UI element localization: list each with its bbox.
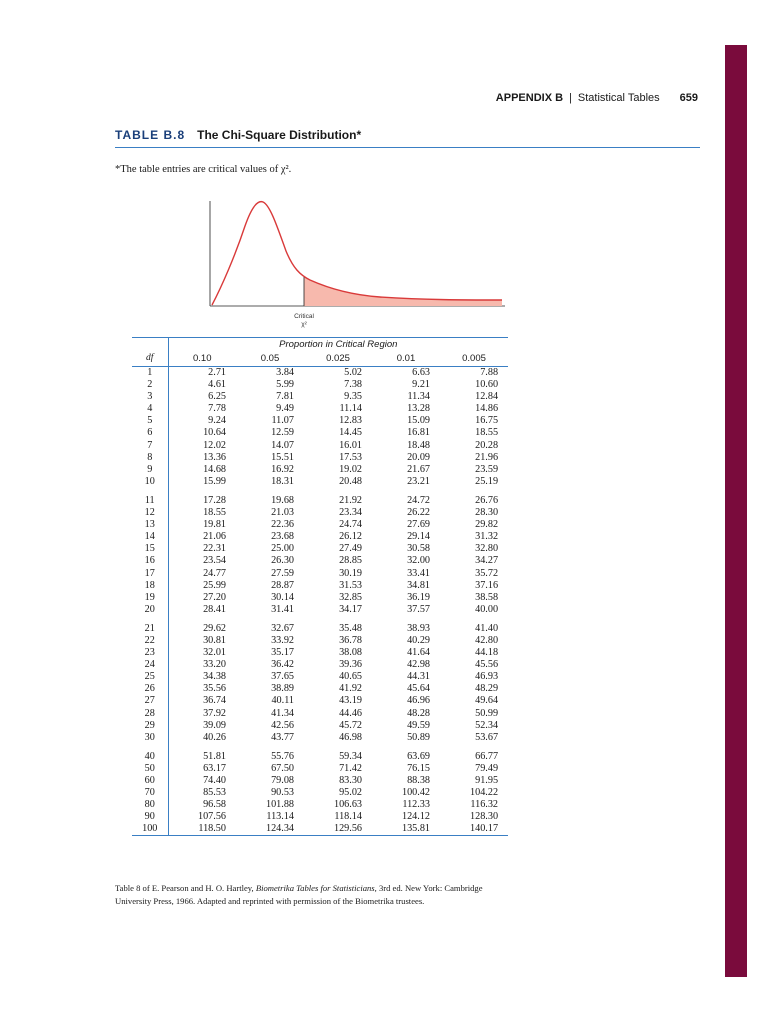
value-cell: 14.68 [203, 463, 226, 475]
value-cell: 16.81 [407, 427, 430, 439]
value-cell: 32.67 [271, 622, 294, 634]
table-row [132, 775, 508, 787]
value-cell: 5.99 [276, 379, 294, 391]
value-cell: 30.14 [271, 591, 294, 603]
value-cell: 55.76 [271, 750, 294, 762]
value-cell: 140.17 [440, 823, 508, 836]
value-cell: 45.56 [475, 659, 499, 671]
value-cell: 2.71 [208, 367, 226, 378]
table-row [132, 580, 508, 592]
df-cell: 23 [132, 647, 168, 659]
value-cell: 43.77 [271, 731, 294, 743]
chi-square-curve-figure [200, 196, 510, 311]
page-number: 659 [679, 92, 698, 104]
value-cell: 17.53 [339, 451, 362, 463]
table-row [132, 367, 508, 380]
table-row [132, 708, 508, 720]
value-cell: 24.74 [339, 519, 362, 531]
value-cell: 44.18 [475, 647, 499, 659]
table-row [132, 683, 508, 695]
value-cell: 101.88 [265, 799, 294, 811]
value-cell: 116.32 [470, 799, 499, 811]
value-cell: 23.21 [407, 475, 430, 487]
value-cell: 49.64 [475, 695, 499, 707]
df-cell: 1 [132, 367, 168, 380]
column-header: 0.10 [168, 350, 236, 367]
value-cell: 9.21 [412, 379, 430, 391]
table-row [132, 391, 508, 403]
source-suffix: , 3rd ed. New York: Cambridge University Press, 1966. Adapted and reprinted with permission of the Biometrika trustees. [115, 883, 483, 906]
appendix-label: APPENDIX B [495, 92, 564, 104]
value-cell: 25.99 [203, 579, 226, 591]
value-cell: 113.14 [266, 811, 294, 823]
df-cell: 25 [132, 671, 168, 683]
value-cell: 67.50 [271, 762, 294, 774]
value-cell: 35.48 [339, 622, 362, 634]
table-row [132, 811, 508, 823]
df-cell: 27 [132, 695, 168, 707]
value-cell: 12.83 [339, 415, 362, 427]
value-cell: 38.08 [339, 647, 362, 659]
value-cell: 16.75 [475, 415, 499, 427]
value-cell: 29.14 [407, 531, 430, 543]
value-cell: 46.93 [475, 671, 499, 683]
df-cell: 3 [132, 391, 168, 403]
table-row [132, 519, 508, 531]
value-cell: 29.62 [203, 622, 226, 634]
value-cell: 29.82 [475, 519, 499, 531]
value-cell: 30.81 [203, 634, 226, 646]
value-cell: 11.14 [339, 403, 362, 415]
source-prefix: Table 8 of E. Pearson and H. O. Hartley, [115, 883, 256, 893]
value-cell: 14.07 [271, 439, 294, 451]
page-edge-color-bar [725, 45, 747, 977]
value-cell: 36.74 [203, 695, 226, 707]
value-cell: 128.30 [470, 811, 499, 823]
proportion-header: Proportion in Critical Region [168, 338, 508, 351]
table-row [132, 531, 508, 543]
value-cell: 43.19 [339, 695, 362, 707]
value-cell: 27.20 [203, 591, 226, 603]
value-cell: 42.98 [407, 659, 430, 671]
value-cell: 74.40 [203, 775, 226, 786]
value-cell: 42.80 [475, 634, 499, 646]
df-cell: 5 [132, 415, 168, 427]
value-cell: 21.06 [203, 531, 226, 543]
value-cell: 23.68 [271, 531, 294, 543]
value-cell: 48.29 [475, 683, 499, 695]
df-cell: 16 [132, 555, 168, 567]
df-cell: 4 [132, 403, 168, 415]
table-row [132, 415, 508, 427]
title-rule [115, 147, 700, 148]
df-cell: 13 [132, 519, 168, 531]
source-note [115, 882, 515, 907]
value-cell: 44.31 [407, 671, 430, 683]
value-cell: 33.41 [407, 567, 430, 579]
value-cell: 129.56 [304, 823, 372, 836]
table-row [132, 592, 508, 604]
group-spacer [132, 488, 508, 495]
value-cell: 27.59 [271, 567, 294, 579]
value-cell: 41.64 [407, 647, 430, 659]
value-cell: 96.58 [203, 799, 226, 811]
value-cell: 32.80 [475, 543, 499, 555]
blank-header-cell [132, 338, 168, 351]
df-header: df [132, 350, 168, 367]
value-cell: 27.69 [407, 519, 430, 531]
table-row [132, 507, 508, 519]
table-name: The Chi-Square Distribution* [197, 128, 362, 142]
value-cell: 118.50 [168, 823, 236, 836]
value-cell: 51.81 [203, 750, 226, 762]
df-cell: 28 [132, 708, 168, 720]
table-row [132, 452, 508, 464]
value-cell: 6.25 [208, 391, 226, 403]
value-cell: 31.32 [475, 531, 499, 543]
source-book-title: Biometrika Tables for Statisticians [255, 883, 375, 893]
df-cell: 21 [132, 623, 168, 635]
value-cell: 35.17 [271, 647, 294, 659]
value-cell: 20.28 [475, 439, 499, 451]
df-cell: 9 [132, 464, 168, 476]
value-cell: 13.28 [407, 403, 430, 415]
value-cell: 31.41 [271, 603, 294, 615]
value-cell: 88.38 [407, 775, 430, 786]
value-cell: 38.58 [475, 591, 499, 603]
table-row [132, 555, 508, 567]
value-cell: 40.11 [271, 695, 294, 707]
table-row [132, 671, 508, 683]
value-cell: 46.98 [339, 731, 362, 743]
df-cell: 26 [132, 683, 168, 695]
distribution-curve [212, 202, 502, 305]
value-cell: 46.96 [407, 695, 430, 707]
value-cell: 45.64 [407, 683, 430, 695]
table-title [115, 128, 361, 142]
table-row [132, 476, 508, 488]
df-cell: 14 [132, 531, 168, 543]
value-cell: 34.38 [203, 671, 226, 683]
df-cell: 24 [132, 659, 168, 671]
value-cell: 24.77 [203, 567, 226, 579]
value-cell: 15.09 [407, 415, 430, 427]
value-cell: 18.55 [203, 507, 226, 519]
value-cell: 11.34 [407, 391, 430, 403]
section-name: Statistical Tables [577, 92, 660, 104]
value-cell: 20.09 [407, 451, 430, 463]
df-cell: 19 [132, 592, 168, 604]
value-cell: 135.81 [372, 823, 440, 836]
value-cell: 15.51 [271, 451, 294, 463]
value-cell: 37.92 [203, 707, 226, 719]
value-cell: 22.36 [271, 519, 294, 531]
df-cell: 30 [132, 732, 168, 744]
value-cell: 53.67 [475, 731, 499, 743]
value-cell: 12.02 [203, 439, 226, 451]
df-cell: 17 [132, 568, 168, 580]
value-cell: 28.41 [203, 603, 226, 615]
value-cell: 50.89 [407, 731, 430, 743]
value-cell: 39.09 [203, 719, 226, 731]
value-cell: 79.08 [271, 775, 294, 786]
value-cell: 23.59 [475, 463, 499, 475]
value-cell: 12.84 [475, 391, 499, 403]
df-cell: 22 [132, 635, 168, 647]
table-row [132, 427, 508, 439]
table-row [132, 464, 508, 476]
value-cell: 41.40 [475, 622, 499, 634]
table-row [132, 799, 508, 811]
value-cell: 79.49 [475, 762, 499, 774]
df-cell: 60 [132, 775, 168, 787]
value-cell: 19.81 [203, 519, 226, 531]
value-cell: 16.01 [339, 439, 362, 451]
value-cell: 37.57 [407, 603, 430, 615]
value-cell: 36.19 [407, 591, 430, 603]
value-cell: 33.92 [271, 634, 294, 646]
value-cell: 34.27 [475, 555, 499, 567]
value-cell: 26.22 [407, 507, 430, 519]
df-cell: 20 [132, 604, 168, 616]
value-cell: 44.46 [339, 707, 362, 719]
df-cell: 10 [132, 476, 168, 488]
chi-square-table [132, 337, 508, 836]
value-cell: 37.65 [271, 671, 294, 683]
group-spacer [132, 744, 508, 751]
value-cell: 3.84 [276, 367, 294, 378]
value-cell: 32.00 [407, 555, 430, 567]
value-cell: 40.00 [475, 603, 499, 615]
value-cell: 14.86 [475, 403, 499, 415]
value-cell: 6.63 [412, 367, 430, 378]
table-row [132, 495, 508, 507]
header-separator: | [569, 92, 572, 104]
value-cell: 124.34 [236, 823, 304, 836]
value-cell: 30.19 [339, 567, 362, 579]
value-cell: 23.34 [339, 507, 362, 519]
value-cell: 18.31 [271, 475, 294, 487]
table-row [132, 635, 508, 647]
value-cell: 21.67 [407, 463, 430, 475]
table-row [132, 647, 508, 659]
value-cell: 24.72 [407, 494, 430, 506]
value-cell: 52.34 [475, 719, 499, 731]
value-cell: 19.02 [339, 463, 362, 475]
value-cell: 28.87 [271, 579, 294, 591]
df-cell: 80 [132, 799, 168, 811]
table-row [132, 623, 508, 635]
table-row [132, 763, 508, 775]
value-cell: 36.78 [339, 634, 362, 646]
value-cell: 41.92 [339, 683, 362, 695]
value-cell: 21.96 [475, 451, 499, 463]
value-cell: 40.26 [203, 731, 226, 743]
value-cell: 38.93 [407, 622, 430, 634]
value-cell: 40.65 [339, 671, 362, 683]
value-cell: 25.00 [271, 543, 294, 555]
value-cell: 25.19 [475, 475, 499, 487]
value-cell: 91.95 [475, 775, 499, 786]
value-cell: 104.22 [470, 787, 499, 799]
value-cell: 35.72 [475, 567, 499, 579]
running-head [496, 92, 698, 104]
df-cell: 100 [132, 823, 168, 836]
value-cell: 35.56 [203, 683, 226, 695]
value-cell: 9.35 [344, 391, 362, 403]
table-row [132, 440, 508, 452]
value-cell: 38.89 [271, 683, 294, 695]
value-cell: 36.42 [271, 659, 294, 671]
value-cell: 63.69 [407, 750, 430, 762]
table-footnote: *The table entries are critical values of χ². [115, 164, 292, 175]
value-cell: 48.28 [407, 707, 430, 719]
critical-value-label [282, 313, 326, 329]
table-row [132, 720, 508, 732]
value-cell: 34.17 [339, 603, 362, 615]
value-cell: 124.12 [401, 811, 430, 823]
value-cell: 23.54 [203, 555, 226, 567]
value-cell: 100.42 [401, 787, 430, 799]
table-row [132, 403, 508, 415]
table-row [132, 787, 508, 799]
table-row [132, 659, 508, 671]
value-cell: 28.30 [475, 507, 499, 519]
value-cell: 4.61 [208, 379, 226, 391]
value-cell: 85.53 [203, 787, 226, 799]
value-cell: 37.16 [475, 579, 499, 591]
value-cell: 14.45 [339, 427, 362, 439]
value-cell: 50.99 [475, 707, 499, 719]
df-cell: 15 [132, 543, 168, 555]
value-cell: 5.02 [344, 367, 362, 378]
df-cell: 8 [132, 452, 168, 464]
value-cell: 39.36 [339, 659, 362, 671]
value-cell: 10.64 [203, 427, 226, 439]
column-header: 0.025 [304, 350, 372, 367]
value-cell: 112.33 [402, 799, 430, 811]
df-cell: 12 [132, 507, 168, 519]
value-cell: 31.53 [339, 579, 362, 591]
df-cell: 50 [132, 763, 168, 775]
value-cell: 16.92 [271, 463, 294, 475]
value-cell: 107.56 [197, 811, 226, 823]
value-cell: 40.29 [407, 634, 430, 646]
table-row [132, 379, 508, 391]
value-cell: 9.24 [208, 415, 226, 427]
value-cell: 90.53 [271, 787, 294, 799]
value-cell: 32.01 [203, 647, 226, 659]
table-body [132, 367, 508, 836]
df-cell: 7 [132, 440, 168, 452]
value-cell: 26.76 [475, 494, 499, 506]
value-cell: 7.88 [480, 367, 499, 378]
value-cell: 12.59 [271, 427, 294, 439]
value-cell: 15.99 [203, 475, 226, 487]
df-cell: 70 [132, 787, 168, 799]
group-spacer [132, 616, 508, 623]
table-row [132, 568, 508, 580]
value-cell: 83.30 [339, 775, 362, 786]
value-cell: 76.15 [407, 762, 430, 774]
value-cell: 28.85 [339, 555, 362, 567]
value-cell: 32.85 [339, 591, 362, 603]
critical-label-line2: χ² [301, 321, 307, 328]
value-cell: 95.02 [339, 787, 362, 799]
value-cell: 106.63 [333, 799, 362, 811]
critical-label-line1: Critical [294, 313, 314, 320]
value-cell: 10.60 [475, 379, 499, 391]
value-cell: 66.77 [475, 750, 499, 762]
df-cell: 11 [132, 495, 168, 507]
value-cell: 118.14 [334, 811, 362, 823]
df-cell: 18 [132, 580, 168, 592]
value-cell: 49.59 [407, 719, 430, 731]
value-cell: 26.12 [339, 531, 362, 543]
value-cell: 63.17 [203, 762, 226, 774]
value-cell: 33.20 [203, 659, 226, 671]
value-cell: 11.07 [271, 415, 294, 427]
table-row [132, 695, 508, 707]
table-row [132, 543, 508, 555]
value-cell: 21.03 [271, 507, 294, 519]
value-cell: 41.34 [271, 707, 294, 719]
value-cell: 9.49 [276, 403, 294, 415]
value-cell: 71.42 [339, 762, 362, 774]
value-cell: 18.48 [407, 439, 430, 451]
table-label: TABLE B.8 [115, 128, 186, 142]
table-row [132, 751, 508, 763]
value-cell: 59.34 [339, 750, 362, 762]
value-cell: 21.92 [339, 494, 362, 506]
value-cell: 42.56 [271, 719, 294, 731]
value-cell: 7.38 [344, 379, 362, 391]
critical-region-shading [304, 277, 502, 306]
df-cell: 90 [132, 811, 168, 823]
value-cell: 18.55 [475, 427, 499, 439]
value-cell: 22.31 [203, 543, 226, 555]
value-cell: 26.30 [271, 555, 294, 567]
value-cell: 19.68 [271, 494, 294, 506]
value-cell: 20.48 [339, 475, 362, 487]
df-cell: 29 [132, 720, 168, 732]
df-cell: 40 [132, 751, 168, 763]
value-cell: 34.81 [407, 579, 430, 591]
value-cell: 17.28 [203, 494, 226, 506]
column-header: 0.005 [440, 350, 508, 367]
df-cell: 2 [132, 379, 168, 391]
column-header: 0.05 [236, 350, 304, 367]
table-row [132, 604, 508, 616]
df-cell: 6 [132, 427, 168, 439]
column-header: 0.01 [372, 350, 440, 367]
value-cell: 30.58 [407, 543, 430, 555]
table-row [132, 732, 508, 744]
table-row [132, 823, 508, 836]
value-cell: 45.72 [339, 719, 362, 731]
value-cell: 13.36 [203, 451, 226, 463]
value-cell: 7.78 [208, 403, 226, 415]
value-cell: 7.81 [276, 391, 294, 403]
value-cell: 27.49 [339, 543, 362, 555]
